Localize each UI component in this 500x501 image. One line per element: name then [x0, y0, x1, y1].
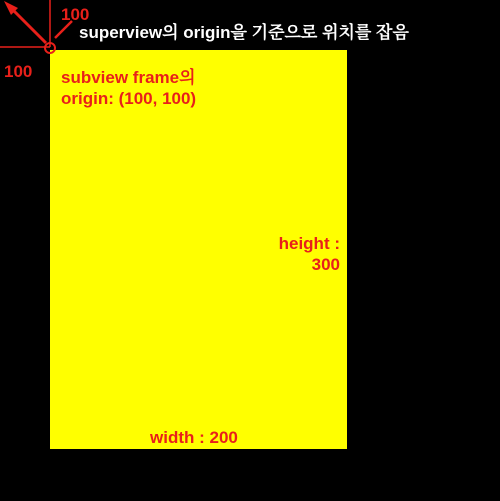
height-caption-line2: 300 — [311, 255, 340, 274]
superview-note: superview의 origin을 기준으로 위치를 잡음 — [79, 23, 409, 42]
x-offset-label: 100 — [61, 5, 90, 24]
height-caption — [279, 233, 340, 275]
subview-origin-caption — [61, 67, 196, 109]
subview-origin-caption-line2: origin: (100, 100) — [61, 89, 197, 108]
origin-marker — [45, 43, 55, 53]
width-caption: width : 200 — [150, 428, 238, 447]
subview-origin-caption-line1: subview frame의 — [61, 68, 196, 87]
height-caption-line1: height : — [278, 234, 340, 253]
y-offset-label: 100 — [4, 62, 33, 81]
